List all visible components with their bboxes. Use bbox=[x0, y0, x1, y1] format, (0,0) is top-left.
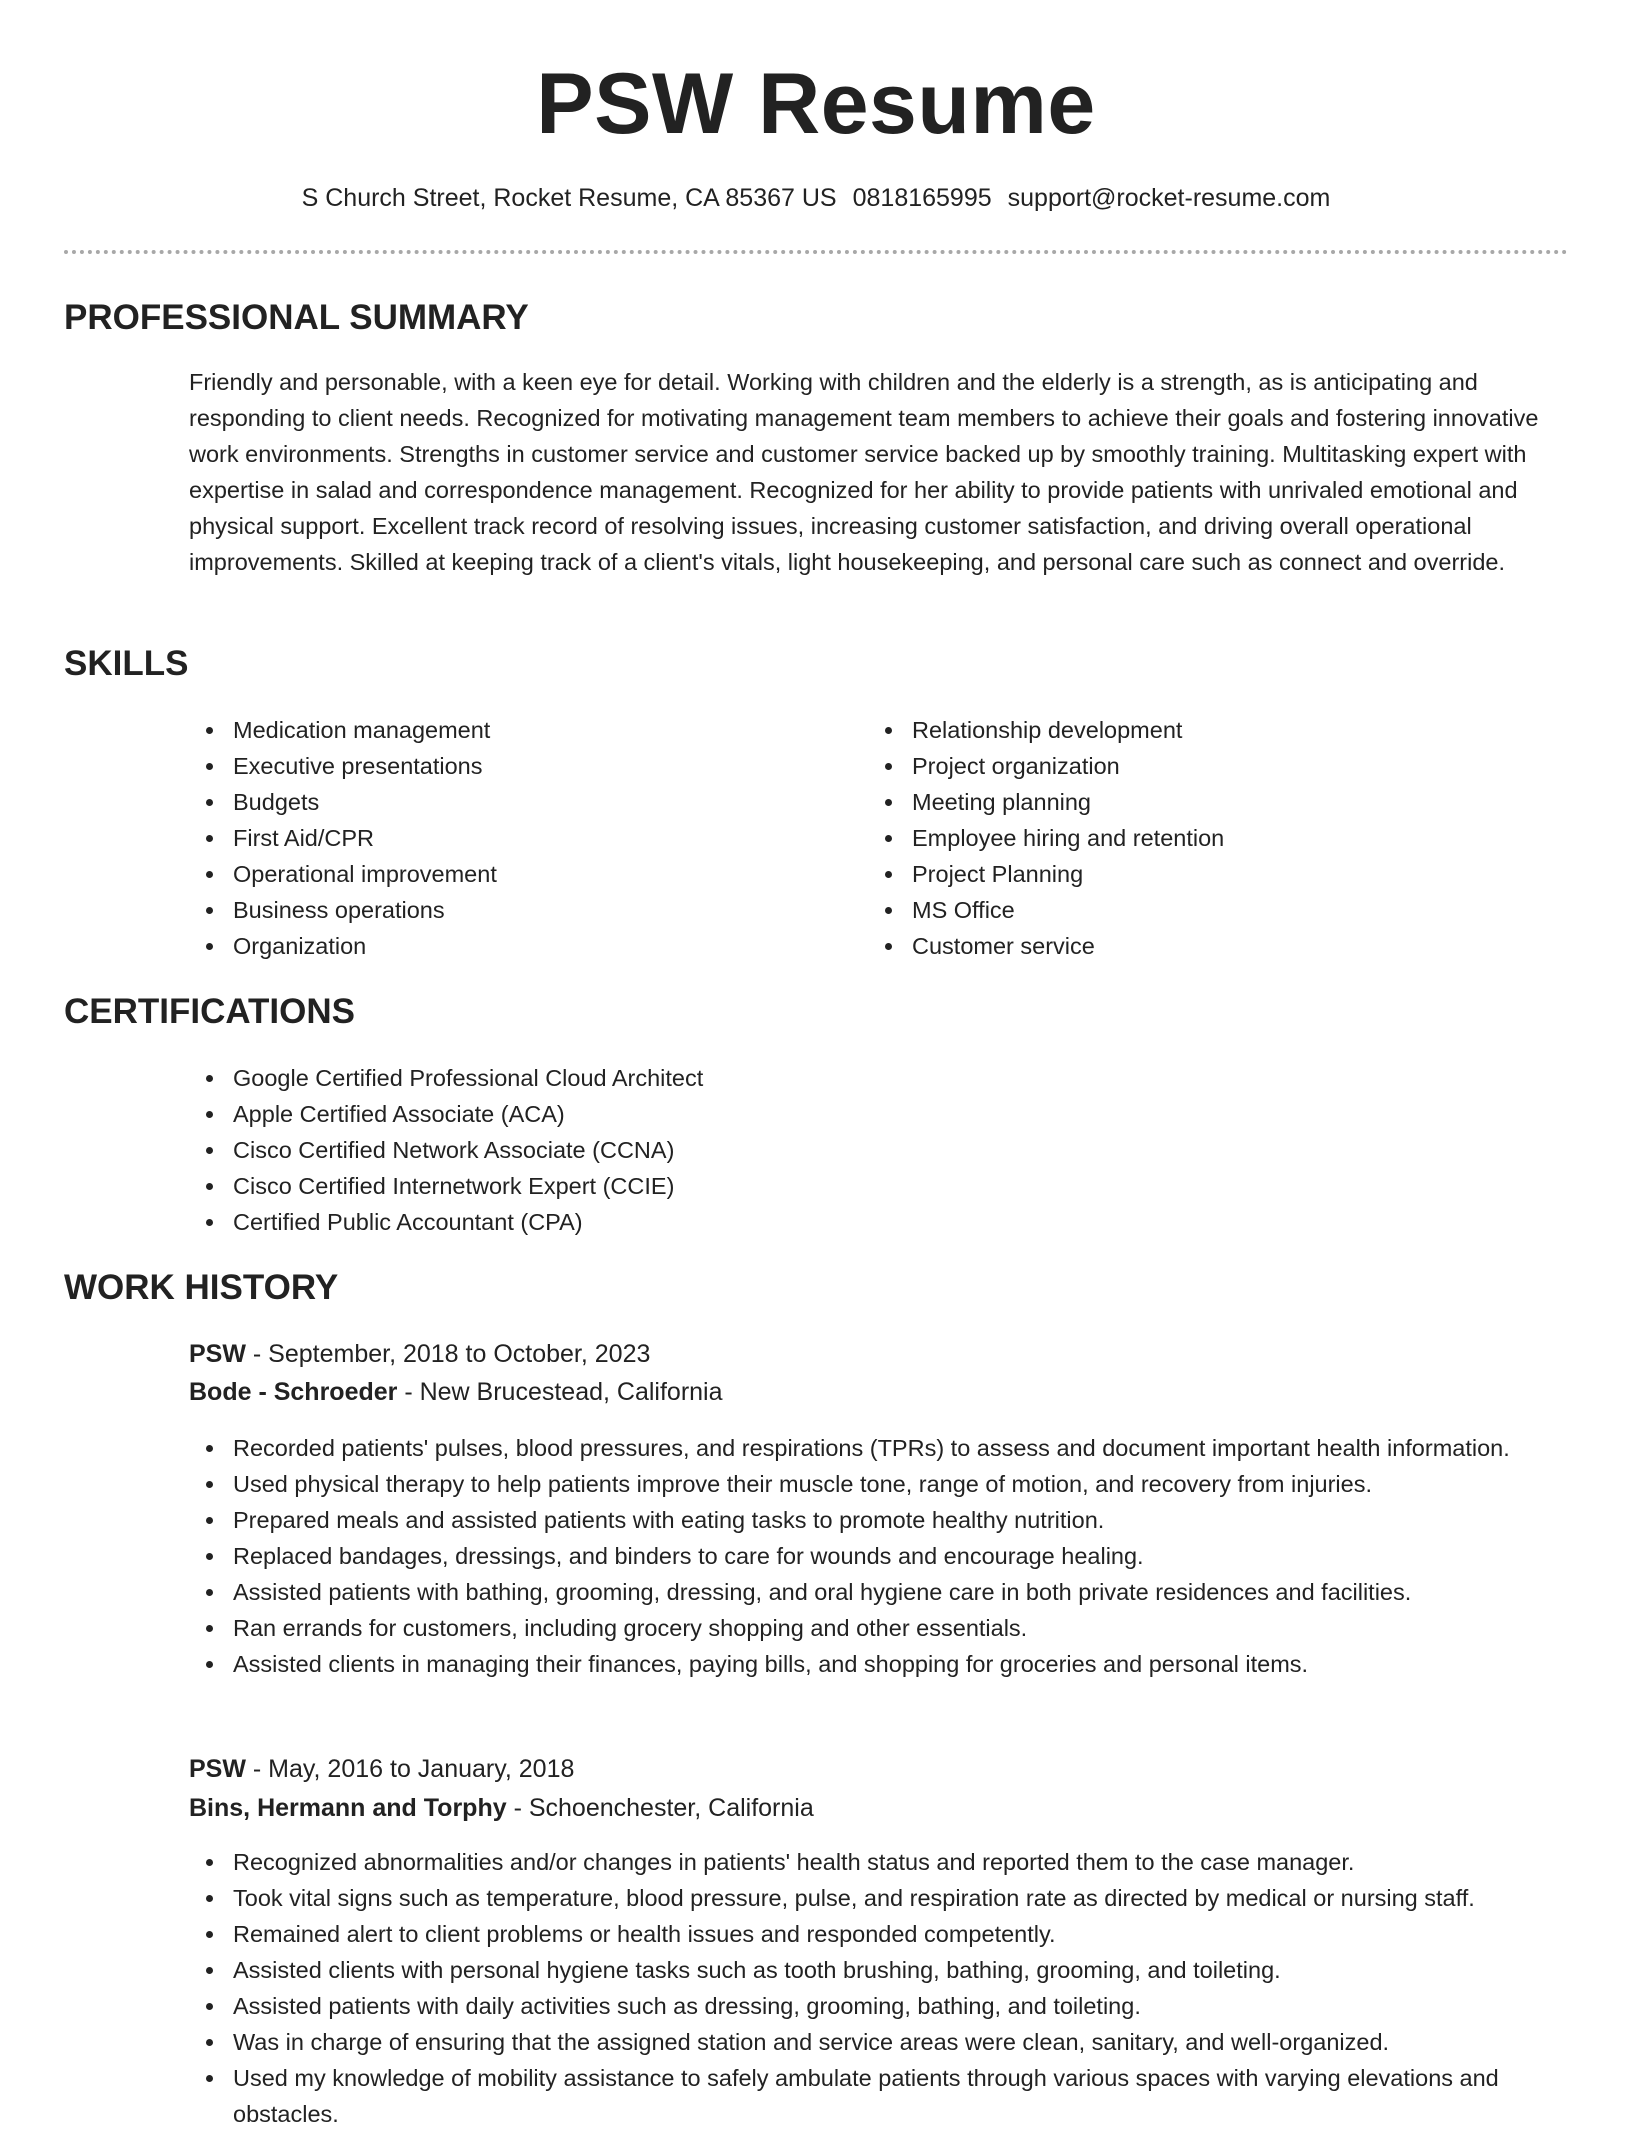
skills-list-right bbox=[868, 712, 1548, 964]
job-duty-item: Assisted clients with personal hygiene tasks such as tooth brushing, bathing, grooming, and toileting. bbox=[189, 1952, 1564, 1988]
job-title-line bbox=[189, 1750, 574, 1788]
job-duties-list bbox=[189, 1844, 1564, 2132]
job-duty-item: Recognized abnormalities and/or changes in patients' health status and reported them to the case manager. bbox=[189, 1844, 1564, 1880]
certification-item: Cisco Certified Internetwork Expert (CCIE) bbox=[189, 1168, 1564, 1204]
certifications-heading: CERTIFICATIONS bbox=[64, 992, 356, 1031]
job-duty-item: Was in charge of ensuring that the assigned station and service areas were clean, sanitary, and well-organized. bbox=[189, 2024, 1564, 2060]
skill-item: MS Office bbox=[868, 892, 1548, 928]
skill-item: Executive presentations bbox=[189, 748, 829, 784]
skill-item: Project organization bbox=[868, 748, 1548, 784]
skills-heading: SKILLS bbox=[64, 644, 189, 683]
skill-item: Medication management bbox=[189, 712, 829, 748]
skill-item: Relationship development bbox=[868, 712, 1548, 748]
job-location: - New Brucestead, California bbox=[397, 1378, 723, 1406]
job-duties-list bbox=[189, 1430, 1564, 1682]
skill-item: Organization bbox=[189, 928, 829, 964]
job-dates: - May, 2016 to January, 2018 bbox=[245, 1755, 575, 1783]
contact-line bbox=[0, 180, 1632, 216]
job-company: Bins, Hermann and Torphy bbox=[189, 1794, 507, 1822]
job-duty-item: Remained alert to client problems or health issues and responded competently. bbox=[189, 1916, 1564, 1952]
job-duty-item: Assisted patients with bathing, grooming, dressing, and oral hygiene care in both private residences and facilities. bbox=[189, 1574, 1564, 1610]
job-duty-item: Ran errands for customers, including grocery shopping and other essentials. bbox=[189, 1610, 1564, 1646]
job-title-line bbox=[189, 1335, 650, 1373]
job-duty-item: Used my knowledge of mobility assistance to safely ambulate patients through various spaces with varying elevations and obstacles. bbox=[189, 2060, 1564, 2132]
header-divider bbox=[64, 250, 1568, 254]
job-company: Bode - Schroeder bbox=[189, 1378, 398, 1406]
skill-item: First Aid/CPR bbox=[189, 820, 829, 856]
job-dates: - September, 2018 to October, 2023 bbox=[245, 1340, 651, 1368]
skill-item: Meeting planning bbox=[868, 784, 1548, 820]
skill-item: Customer service bbox=[868, 928, 1548, 964]
work-history-heading: WORK HISTORY bbox=[64, 1268, 339, 1307]
skill-item: Project Planning bbox=[868, 856, 1548, 892]
certification-item: Google Certified Professional Cloud Architect bbox=[189, 1060, 1564, 1096]
job-duty-item: Recorded patients' pulses, blood pressures, and respirations (TPRs) to assess and document important health information. bbox=[189, 1430, 1564, 1466]
job-company-line bbox=[189, 1373, 723, 1411]
job-duty-item: Assisted patients with daily activities such as dressing, grooming, bathing, and toileting. bbox=[189, 1988, 1564, 2024]
contact-address: S Church Street, Rocket Resume, CA 85367 US bbox=[301, 184, 837, 212]
skill-item: Operational improvement bbox=[189, 856, 829, 892]
job-duty-item: Used physical therapy to help patients improve their muscle tone, range of motion, and recovery from injuries. bbox=[189, 1466, 1564, 1502]
job-role: PSW bbox=[189, 1340, 246, 1368]
job-duty-item: Assisted clients in managing their finances, paying bills, and shopping for groceries and personal items. bbox=[189, 1646, 1564, 1682]
certification-item: Certified Public Accountant (CPA) bbox=[189, 1204, 1564, 1240]
summary-heading: PROFESSIONAL SUMMARY bbox=[64, 298, 529, 337]
job-location: - Schoenchester, California bbox=[506, 1794, 814, 1822]
job-company-line bbox=[189, 1789, 814, 1827]
certifications-list bbox=[189, 1060, 1564, 1240]
job-duty-item: Prepared meals and assisted patients with eating tasks to promote healthy nutrition. bbox=[189, 1502, 1564, 1538]
resume-title: PSW Resume bbox=[536, 56, 1096, 152]
skill-item: Employee hiring and retention bbox=[868, 820, 1548, 856]
summary-text: Friendly and personable, with a keen eye for detail. Working with children and the elderly is a strength, as is anticipating and responding to client needs. Recognized for motivating management team members to achieve their goals and fostering innovative work environments. Strengths in customer service and customer service backed up by smoothly training. Multitasking expert with expertise in salad and correspondence management. Recognized for her ability to provide patients with unrivaled emotional and physical support. Excellent track record of resolving issues, increasing customer satisfaction, and driving overall operational improvements. Skilled at keeping track of a client's vitals, light housekeeping, and personal care such as connect and override. bbox=[189, 369, 1539, 575]
certification-item: Apple Certified Associate (ACA) bbox=[189, 1096, 1564, 1132]
skill-item: Business operations bbox=[189, 892, 829, 928]
certification-item: Cisco Certified Network Associate (CCNA) bbox=[189, 1132, 1564, 1168]
job-duty-item: Took vital signs such as temperature, blood pressure, pulse, and respiration rate as directed by medical or nursing staff. bbox=[189, 1880, 1564, 1916]
skills-list-left bbox=[189, 712, 829, 964]
skill-item: Budgets bbox=[189, 784, 829, 820]
contact-email: support@rocket-resume.com bbox=[1007, 184, 1331, 212]
job-duty-item: Replaced bandages, dressings, and binders to care for wounds and encourage healing. bbox=[189, 1538, 1564, 1574]
contact-phone: 0818165995 bbox=[852, 184, 992, 212]
job-role: PSW bbox=[189, 1755, 246, 1783]
